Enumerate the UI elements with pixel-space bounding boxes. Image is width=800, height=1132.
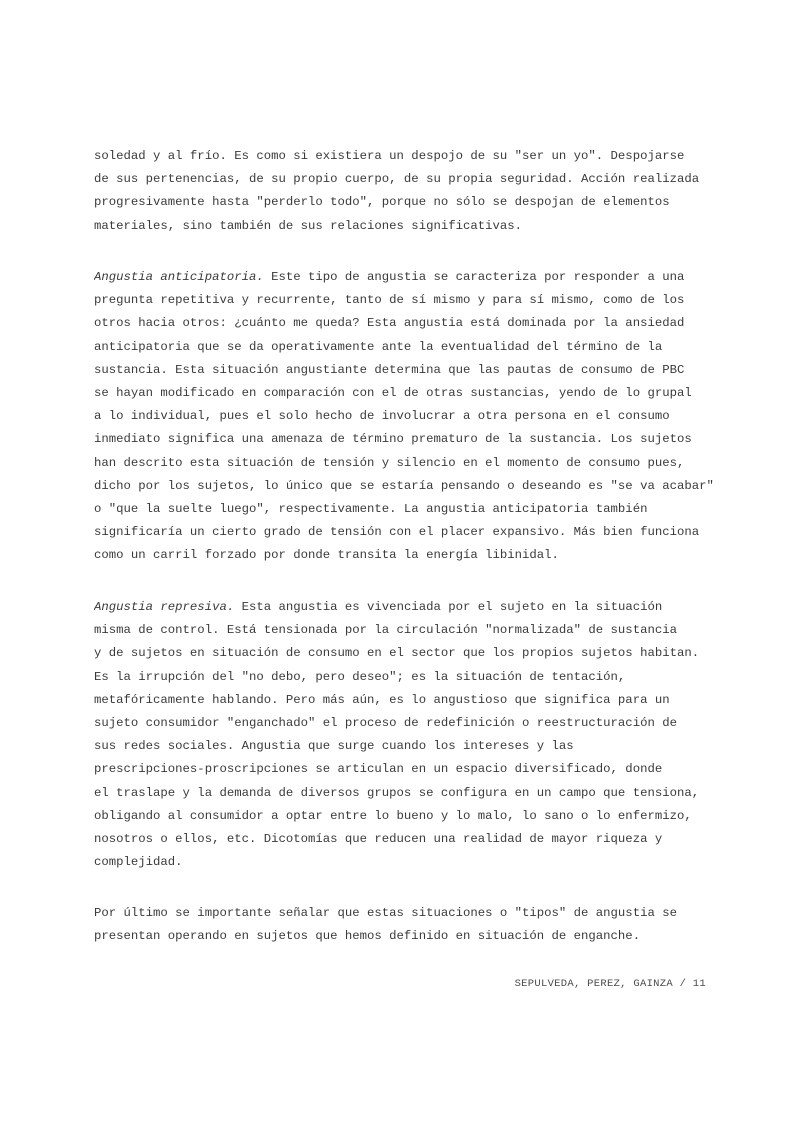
text-run: Esta angustia es vivenciada por el sujeto en la situación: [234, 600, 663, 614]
text-line: han descrito esta situación de tensión y silencio en el momento de consumo pues,: [94, 455, 685, 470]
text-line: otros hacia otros: ¿cuánto me queda? Esta angustia está dominada por la ansiedad: [94, 316, 685, 331]
text-line: soledad y al frío. Es como si existiera un despojo de su "ser un yo". Despojarse: [94, 149, 685, 163]
text-line: sujeto consumidor "enganchado" el proceso de redefinición o reestructuración de: [94, 715, 677, 730]
text-line: se hayan modificado en comparación con el de otras sustancias, yendo de lo grupal: [94, 385, 692, 400]
paragraph-angustia-anticipatoria: [94, 266, 734, 567]
text-line: [94, 266, 734, 289]
text-line: obligando al consumidor a optar entre lo bueno y lo malo, lo sano o lo enfermizo,: [94, 808, 692, 823]
text-line: significaría un cierto grado de tensión con el placer expansivo. Más bien funciona: [94, 525, 700, 540]
text-line: metafóricamente hablando. Pero más aún, es lo angustioso que significa para un: [94, 692, 670, 707]
text-line: progresivamente hasta "perderlo todo", porque no sólo se despojan de elementos: [94, 195, 670, 210]
text-line: prescripciones-proscripciones se articulan en un espacio diversificado, donde: [94, 762, 663, 777]
section-heading-represiva: Angustia represiva.: [94, 600, 235, 614]
paragraph-angustia-represiva: [94, 596, 734, 874]
text-line: el traslape y la demanda de diversos grupos se configura en un campo que tensiona,: [94, 785, 700, 800]
text-line: [94, 596, 734, 619]
text-line: complejidad.: [94, 855, 183, 870]
text-line: o "que la suelte luego", respectivamente. La angustia anticipatoria también: [94, 501, 648, 516]
text-line: materiales, sino también de sus relaciones significativas.: [94, 218, 523, 233]
text-line: presentan operando en sujetos que hemos definido en situación de enganche.: [94, 929, 641, 944]
paragraph-soledad: [94, 145, 734, 238]
text-line: como un carril forzado por donde transita la energía libinidal.: [94, 548, 559, 563]
paragraph-conclusion: [94, 902, 734, 948]
text-line: sustancia. Esta situación angustiante determina que las pautas de consumo de PBC: [94, 362, 685, 377]
text-line: de sus pertenencias, de su propio cuerpo, de su propia seguridad. Acción realizada: [94, 172, 700, 187]
text-line: y de sujetos en situación de consumo en el sector que los propios sujetos habitan.: [94, 646, 700, 661]
text-line: a lo individual, pues el solo hecho de involucrar a otra persona en el consumo: [94, 409, 670, 424]
text-line: inmediato significa una amenaza de término prematuro de la sustancia. Los sujetos: [94, 432, 692, 447]
text-run: Este tipo de angustia se caracteriza por responder a una: [263, 270, 685, 284]
text-line: sus redes sociales. Angustia que surge cuando los intereses y las: [94, 739, 574, 754]
text-line: anticipatoria que se da operativamente ante la eventualidad del término de la: [94, 339, 663, 354]
section-heading-anticipatoria: Angustia anticipatoria.: [94, 270, 264, 284]
text-line: nosotros o ellos, etc. Dicotomías que reducen una realidad de mayor riqueza y: [94, 831, 663, 846]
text-line: Es la irrupción del "no debo, pero deseo"; es la situación de tentación,: [94, 669, 626, 684]
text-line: pregunta repetitiva y recurrente, tanto de sí mismo y para sí mismo, como de los: [94, 293, 685, 308]
text-line: misma de control. Está tensionada por la circulación "normalizada" de sustancia: [94, 623, 677, 638]
text-line: dicho por los sujetos, lo único que se estaría pensando o deseando es "se va acabar": [94, 478, 714, 493]
text-line: Por último se importante señalar que estas situaciones o "tipos" de angustia se: [94, 906, 677, 920]
page-footer: SEPULVEDA, PEREZ, GAINZA / 11: [514, 978, 706, 990]
